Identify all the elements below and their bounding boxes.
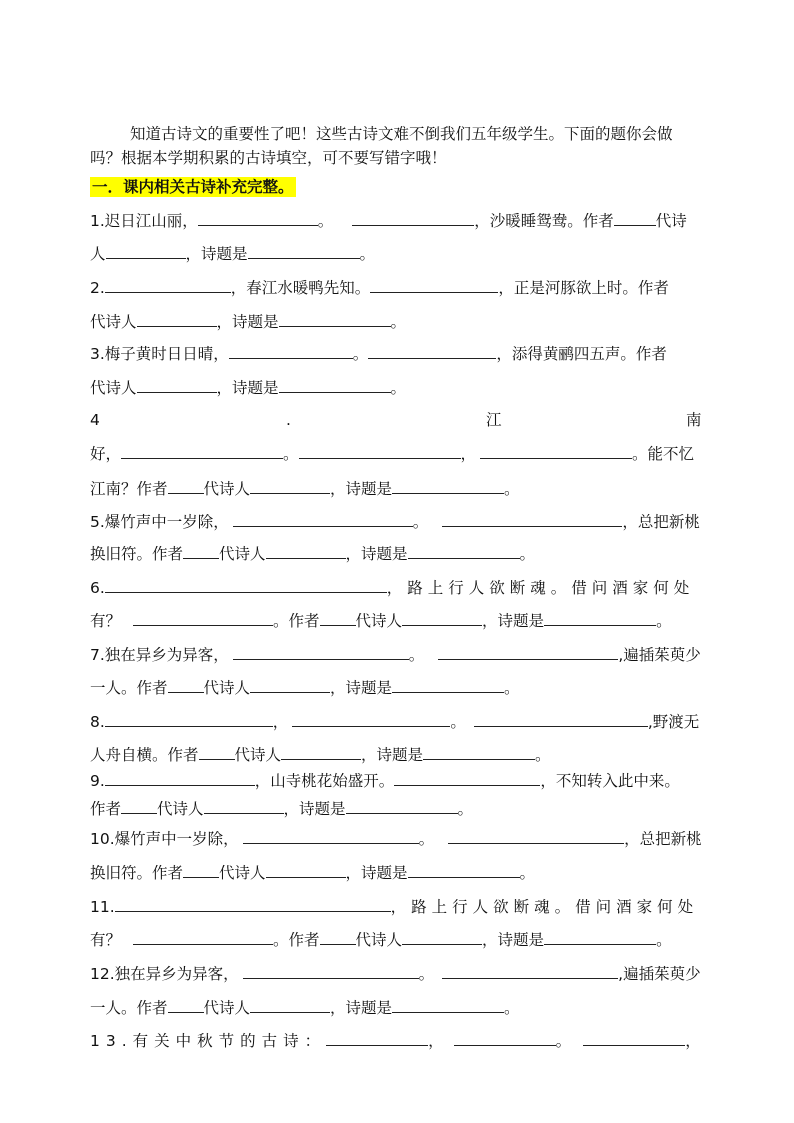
answer-blank[interactable] bbox=[320, 927, 356, 945]
answer-blank[interactable] bbox=[370, 275, 498, 293]
question-text: 。 bbox=[504, 480, 520, 498]
question-text: ，沙暖睡鸳鸯。作者 bbox=[474, 212, 614, 230]
question-text: 。 bbox=[535, 746, 551, 764]
answer-blank[interactable] bbox=[392, 675, 504, 693]
question-3-line-1 bbox=[90, 341, 702, 365]
answer-blank[interactable] bbox=[198, 208, 318, 226]
question-text: 12.独在异乡为异客， bbox=[90, 965, 239, 983]
question-text: 9. bbox=[90, 772, 105, 790]
question-text: . bbox=[286, 411, 291, 429]
answer-blank[interactable] bbox=[133, 608, 273, 626]
question-text: 。 bbox=[408, 646, 425, 664]
question-text: 。 bbox=[390, 313, 407, 331]
question-text: 代诗人 bbox=[157, 800, 204, 818]
question-text: 。 bbox=[656, 612, 672, 630]
question-text: ，诗题是 bbox=[216, 379, 279, 397]
question-text: ，添得黄鹂四五声。作者 bbox=[496, 345, 667, 363]
question-12-line-1 bbox=[90, 961, 702, 985]
question-text: ， bbox=[272, 713, 289, 731]
answer-blank[interactable] bbox=[105, 275, 231, 293]
answer-blank[interactable] bbox=[250, 476, 330, 494]
question-text: ，总把新桃 bbox=[624, 830, 702, 848]
answer-blank[interactable] bbox=[121, 441, 283, 459]
answer-blank[interactable] bbox=[183, 860, 219, 878]
answer-blank[interactable] bbox=[204, 796, 284, 814]
answer-blank[interactable] bbox=[279, 309, 391, 327]
question-text: 。 bbox=[504, 679, 520, 697]
answer-blank[interactable] bbox=[279, 375, 391, 393]
question-text: 代诗人 bbox=[203, 679, 251, 697]
answer-blank[interactable] bbox=[233, 509, 413, 527]
question-text: 好， bbox=[90, 445, 122, 463]
answer-blank[interactable] bbox=[121, 796, 157, 814]
question-text: ，山寺桃花始盛开。 bbox=[254, 772, 395, 790]
question-text: 5.爆竹声中一岁除， bbox=[90, 513, 229, 531]
answer-blank[interactable] bbox=[168, 675, 204, 693]
question-text: 。 bbox=[504, 999, 520, 1017]
question-text: ，诗题是 bbox=[482, 931, 545, 949]
question-text: ，诗题是 bbox=[216, 313, 279, 331]
question-text: 代诗人 bbox=[90, 379, 137, 397]
answer-blank[interactable] bbox=[292, 709, 450, 727]
question-text: 代诗 bbox=[655, 212, 687, 230]
intro-line-1: 知道古诗文的重要性了吧！这些古诗文难不倒我们五年级学生。下面的题你会做 bbox=[130, 125, 673, 143]
answer-blank[interactable] bbox=[168, 476, 204, 494]
question-text: 3.梅子黄时日日晴， bbox=[90, 345, 229, 363]
answer-blank[interactable] bbox=[320, 608, 356, 626]
question-text: 代诗人 bbox=[203, 999, 251, 1017]
question-5-line-1 bbox=[90, 509, 702, 533]
question-6-line-1 bbox=[90, 575, 702, 599]
question-text: 代诗人 bbox=[203, 480, 251, 498]
question-text: ，诗题是 bbox=[361, 746, 424, 764]
answer-blank[interactable] bbox=[583, 1028, 685, 1046]
question-text: 11. bbox=[90, 898, 115, 916]
answer-blank[interactable] bbox=[402, 608, 482, 626]
question-10-line-2 bbox=[90, 860, 702, 884]
answer-blank[interactable] bbox=[137, 375, 217, 393]
question-10-line-1 bbox=[90, 826, 702, 850]
question-text: ，总把新桃 bbox=[622, 513, 700, 531]
question-13-line-1 bbox=[90, 1028, 702, 1052]
answer-blank[interactable] bbox=[423, 742, 535, 760]
question-text: 。 bbox=[519, 545, 536, 563]
question-3-line-2 bbox=[90, 375, 702, 399]
question-text: 。 bbox=[390, 379, 407, 397]
question-text: 4 bbox=[90, 411, 100, 429]
question-text: 江 bbox=[486, 411, 502, 429]
question-text: ，诗题是 bbox=[185, 245, 248, 263]
question-text: 。能不忆 bbox=[632, 445, 695, 463]
question-text: 代诗人 bbox=[234, 746, 282, 764]
answer-blank[interactable] bbox=[454, 1028, 556, 1046]
question-text: 。 bbox=[352, 345, 369, 363]
question-2-line-2 bbox=[90, 309, 702, 333]
answer-blank[interactable] bbox=[243, 961, 419, 979]
question-4-line-2 bbox=[90, 441, 702, 465]
answer-blank[interactable] bbox=[442, 961, 618, 979]
answer-blank[interactable] bbox=[544, 608, 656, 626]
answer-blank[interactable] bbox=[448, 826, 624, 844]
answer-blank[interactable] bbox=[115, 894, 391, 912]
answer-blank[interactable] bbox=[168, 995, 204, 1013]
answer-blank[interactable] bbox=[133, 927, 273, 945]
question-text: ,野渡无 bbox=[647, 713, 700, 731]
question-text: 代诗人 bbox=[219, 864, 266, 882]
question-text: 一人。作者 bbox=[90, 999, 168, 1017]
answer-blank[interactable] bbox=[233, 642, 409, 660]
intro-line-2: 吗？根据本学期积累的古诗填空，可不要写错字哦！ bbox=[90, 149, 447, 167]
question-8-line-2 bbox=[90, 742, 702, 766]
answer-blank[interactable] bbox=[248, 241, 360, 259]
question-text: 。 bbox=[519, 864, 536, 882]
question-text: ，路上行人欲断魂。借问酒家何处 bbox=[386, 579, 695, 597]
question-text: 代诗人 bbox=[219, 545, 266, 563]
answer-blank[interactable] bbox=[243, 826, 419, 844]
answer-blank[interactable] bbox=[442, 509, 622, 527]
question-text: ， bbox=[460, 445, 477, 463]
answer-blank[interactable] bbox=[392, 476, 504, 494]
question-text: ，诗题是 bbox=[283, 800, 346, 818]
question-1-line-2 bbox=[90, 241, 702, 265]
question-text: ，春江水暖鸭先知。 bbox=[230, 279, 371, 297]
question-text: 有？ bbox=[90, 612, 122, 630]
question-text: ,遍插茱萸少 bbox=[618, 965, 701, 983]
question-text: ，诗题是 bbox=[345, 864, 408, 882]
answer-blank[interactable] bbox=[326, 1028, 428, 1046]
question-text: ，正是河豚欲上时。作者 bbox=[498, 279, 669, 297]
question-text: ，不知转入此中来。 bbox=[540, 772, 680, 790]
question-text: ，诗题是 bbox=[330, 999, 393, 1017]
answer-blank[interactable] bbox=[199, 742, 235, 760]
question-7-line-2 bbox=[90, 675, 702, 699]
answer-blank[interactable] bbox=[281, 742, 361, 760]
question-6-line-2 bbox=[90, 608, 702, 632]
question-2-line-1 bbox=[90, 275, 702, 299]
question-text: 8. bbox=[90, 713, 105, 731]
question-text: ，诗题是 bbox=[345, 545, 408, 563]
answer-blank[interactable] bbox=[105, 768, 255, 786]
question-7-line-1 bbox=[90, 642, 702, 666]
question-9-line-2 bbox=[90, 796, 702, 820]
question-text: 。 bbox=[317, 212, 334, 230]
question-text: 有？ bbox=[90, 931, 122, 949]
question-text: 换旧符。作者 bbox=[90, 545, 184, 563]
question-text: 人 bbox=[90, 245, 106, 263]
question-text: 1.迟日江山丽， bbox=[90, 212, 198, 230]
question-4-line-3 bbox=[90, 476, 702, 500]
question-4-line-1 bbox=[90, 408, 702, 432]
question-12-line-2 bbox=[90, 995, 702, 1019]
answer-blank[interactable] bbox=[137, 309, 217, 327]
question-text: 2. bbox=[90, 279, 105, 297]
question-text: 10.爆竹声中一岁除， bbox=[90, 830, 239, 848]
question-11-line-1 bbox=[90, 894, 702, 918]
answer-blank[interactable] bbox=[480, 441, 632, 459]
question-text: 换旧符。作者 bbox=[90, 864, 184, 882]
question-text: 南 bbox=[686, 411, 702, 429]
question-text: 。 bbox=[283, 445, 299, 463]
question-text: 代诗人 bbox=[90, 313, 137, 331]
answer-blank[interactable] bbox=[402, 927, 482, 945]
question-text: ， bbox=[428, 1032, 444, 1050]
answer-blank[interactable] bbox=[266, 860, 346, 878]
question-text: 。 bbox=[412, 513, 429, 531]
answer-blank[interactable] bbox=[229, 341, 353, 359]
question-text: ， bbox=[685, 1032, 701, 1050]
answer-blank[interactable] bbox=[408, 541, 520, 559]
answer-blank[interactable] bbox=[614, 208, 656, 226]
answer-blank[interactable] bbox=[250, 675, 330, 693]
answer-blank[interactable] bbox=[250, 995, 330, 1013]
question-text: 代诗人 bbox=[355, 931, 403, 949]
question-text: 。 bbox=[450, 713, 466, 731]
answer-blank[interactable] bbox=[544, 927, 656, 945]
question-text: 作者 bbox=[90, 800, 122, 818]
answer-blank[interactable] bbox=[392, 995, 504, 1013]
answer-blank[interactable] bbox=[266, 541, 346, 559]
question-text: 。 bbox=[418, 965, 435, 983]
question-text: 。 bbox=[555, 1032, 572, 1050]
question-8-line-1 bbox=[90, 709, 702, 733]
question-text: 江南？作者 bbox=[90, 480, 168, 498]
question-text: ，诗题是 bbox=[482, 612, 545, 630]
question-text: 。 bbox=[359, 245, 376, 263]
question-1-line-1 bbox=[90, 208, 702, 232]
answer-blank[interactable] bbox=[106, 241, 186, 259]
question-text: 6. bbox=[90, 579, 105, 597]
answer-blank[interactable] bbox=[394, 768, 540, 786]
answer-blank[interactable] bbox=[438, 642, 618, 660]
question-text: 。 bbox=[457, 800, 474, 818]
question-text: 。 bbox=[418, 830, 435, 848]
question-text: 一人。作者 bbox=[90, 679, 168, 697]
question-text: ，诗题是 bbox=[330, 480, 393, 498]
question-text: ,遍插茱萸少 bbox=[618, 646, 701, 664]
answer-blank[interactable] bbox=[408, 860, 520, 878]
answer-blank[interactable] bbox=[352, 208, 474, 226]
answer-blank[interactable] bbox=[474, 709, 648, 727]
question-text: 代诗人 bbox=[355, 612, 403, 630]
answer-blank[interactable] bbox=[105, 575, 387, 593]
answer-blank[interactable] bbox=[368, 341, 496, 359]
question-text: 人舟自横。作者 bbox=[90, 746, 199, 764]
question-text: 。作者 bbox=[273, 931, 320, 949]
question-text: 。作者 bbox=[273, 612, 320, 630]
section-title: 一．课内相关古诗补充完整。 bbox=[92, 178, 294, 196]
question-text: 13.有关中秋节的古诗： bbox=[90, 1032, 327, 1050]
question-text: 7.独在异乡为异客， bbox=[90, 646, 229, 664]
question-text: ，路上行人欲断魂。借问酒家何处 bbox=[390, 898, 699, 916]
answer-blank[interactable] bbox=[183, 541, 219, 559]
answer-blank[interactable] bbox=[105, 709, 273, 727]
answer-blank[interactable] bbox=[346, 796, 458, 814]
question-5-line-2 bbox=[90, 541, 702, 565]
answer-blank[interactable] bbox=[299, 441, 461, 459]
question-11-line-2 bbox=[90, 927, 702, 951]
question-9-line-1 bbox=[90, 768, 702, 792]
question-text: 。 bbox=[656, 931, 672, 949]
question-text: ，诗题是 bbox=[330, 679, 393, 697]
